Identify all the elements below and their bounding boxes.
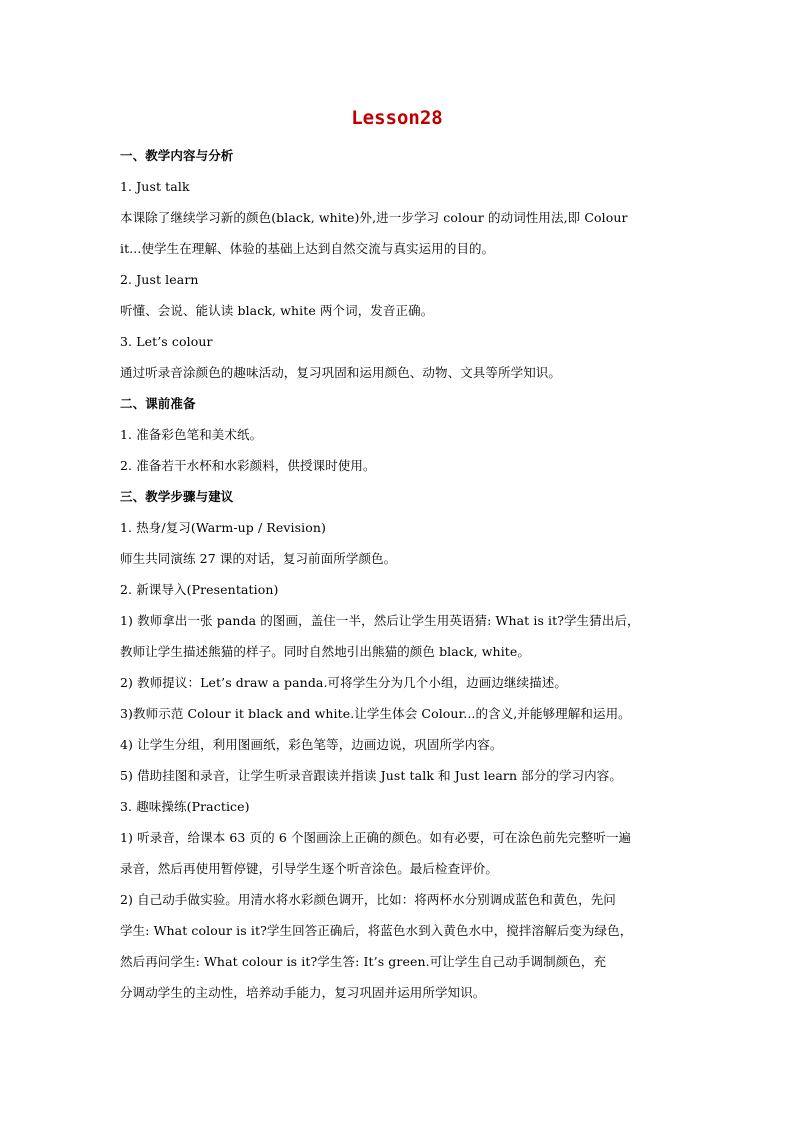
paragraph-line: 学生: What colour is it?学生回答正确后，将蓝色水到入黄色水中，搅拌溶解后变为绿色， [120,923,633,938]
paragraph-line: 通过听录音涂颜色的趣味活动，复习巩固和运用颜色、动物、文具等所学知识。 [120,365,562,380]
paragraph-line: 5) 借助挂图和录音，让学生听录音跟读并指读 Just talk 和 Just learn 部分的学习内容。 [120,768,622,783]
paragraph-line: it...使学生在理解、体验的基础上达到自然交流与真实运用的目的。 [120,241,495,256]
paragraph-line: 录音，然后再使用暂停键，引导学生逐个听音涂色。最后检查评价。 [120,861,499,876]
paragraph-line: 4) 让学生分组，利用图画纸，彩色笔等，边画边说，巩固所学内容。 [120,737,503,752]
paragraph-line: 1. 准备彩色笔和美术纸。 [120,427,263,442]
section-heading-teaching-steps: 三、教学步骤与建议 [120,489,234,504]
paragraph-line: 1. Just talk [120,179,190,194]
paragraph-line: 2. Just learn [120,272,199,287]
paragraph-line: 本课除了继续学习新的颜色(black, white)外,进一步学习 colour 的动词性用法,即 Colour [120,210,628,225]
paragraph-line: 教师让学生描述熊猫的样子。同时自然地引出熊猫的颜色 black, white。 [120,644,531,659]
paragraph-line: 3)教师示范 Colour it black and white.让学生体会 Colour...的含义,并能够理解和运用。 [120,706,631,721]
section-heading-content-analysis: 一、教学内容与分析 [120,148,234,163]
paragraph-line: 1) 听录音，给课本 63 页的 6 个图画涂上正确的颜色。如有必要，可在涂色前先完整听一遍 [120,830,632,845]
paragraph-line: 3. 趣味操练(Practice) [120,799,250,814]
paragraph-line: 分调动学生的主动性，培养动手能力，复习巩固并运用所学知识。 [120,985,486,1000]
paragraph-line: 1. 热身/复习(Warm-up / Revision) [120,520,326,535]
section-heading-preparation: 二、课前准备 [120,396,196,411]
paragraph-line: 3. Let’s colour [120,334,213,349]
paragraph-line: 1) 教师拿出一张 panda 的图画，盖住一半，然后让学生用英语猜: What is it?学生猜出后， [120,613,640,628]
document-title: Lesson28 [351,107,443,129]
paragraph-line: 听懂、会说、能认读 black, white 两个词，发音正确。 [120,303,434,318]
paragraph-line: 2) 自己动手做实验。用清水将水彩颜色调开，比如：将两杯水分别调成蓝色和黄色，先问 [120,892,616,907]
paragraph-line: 师生共同演练 27 课的对话，复习前面所学颜色。 [120,551,397,566]
paragraph-line: 然后再问学生: What colour is it?学生答: It’s green.可让学生自己动手调制颜色，充 [120,954,607,969]
paragraph-line: 2) 教师提议：Let’s draw a panda.可将学生分为几个小组，边画边继续描述。 [120,675,567,690]
document-body [120,140,680,1008]
paragraph-line: 2. 新课导入(Presentation) [120,582,279,597]
paragraph-line: 2. 准备若干水杯和水彩颜料，供授课时使用。 [120,458,376,473]
